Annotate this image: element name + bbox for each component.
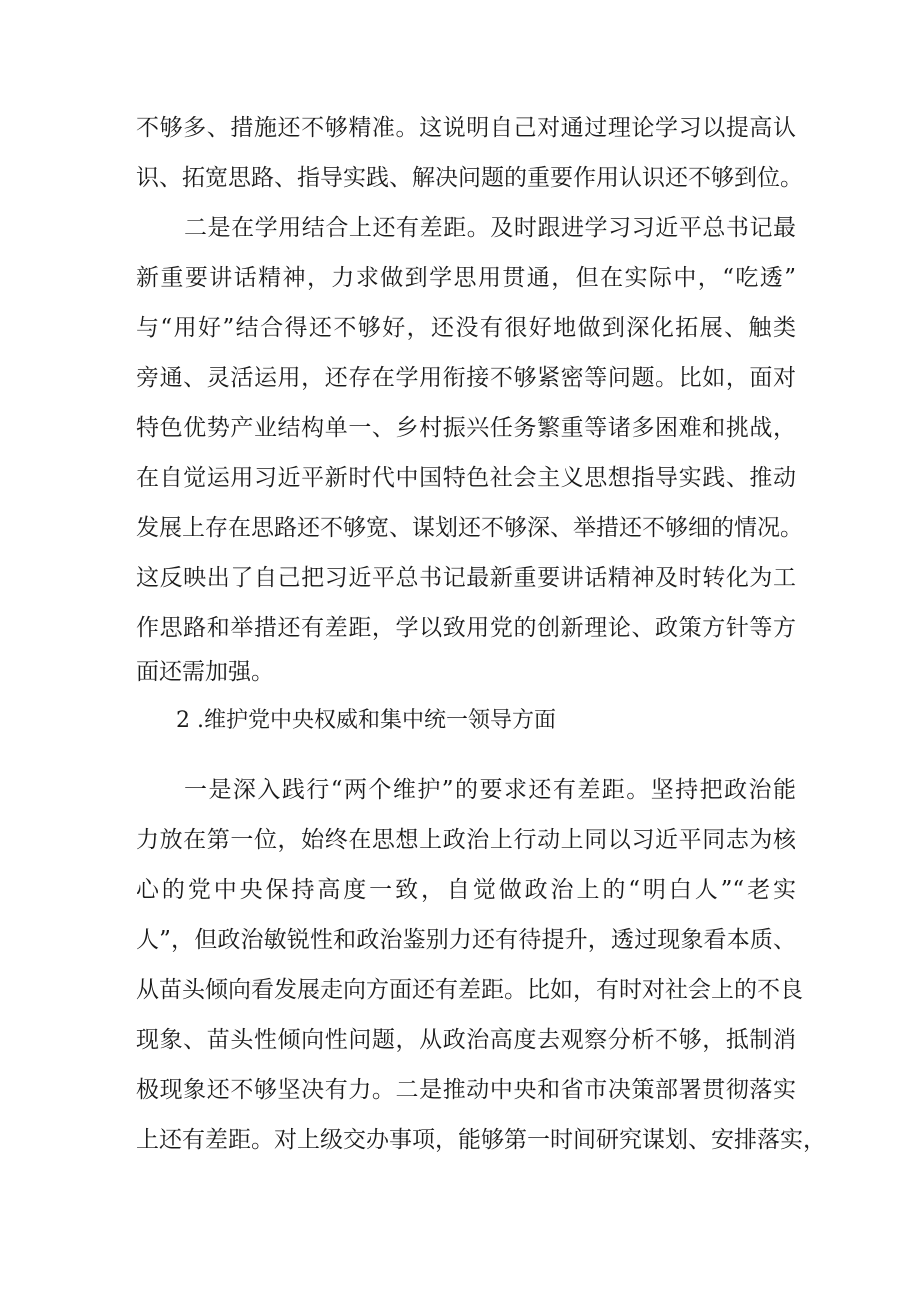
paragraph-line: 发展上存在思路还不够宽、谋划还不够深、举措还不够细的情况。 xyxy=(136,515,803,541)
paragraph-line: 心的党中央保持高度一致，自觉做政治上的“明白人”“老实 xyxy=(136,877,796,903)
paragraph-line: 不够多、措施还不够精准。这说明自己对通过理论学习以提高认 xyxy=(136,115,796,141)
paragraph-line: 与“用好”结合得还不够好，还没有很好地做到深化拓展、触类 xyxy=(136,315,796,341)
paragraph-line: 新重要讲话精神，力求做到学思用贯通，但在实际中，“吃透” xyxy=(136,265,796,291)
paragraph-line: 力放在第一位，始终在思想上政治上行动上同以习近平同志为核 xyxy=(136,827,796,853)
paragraph-line: 这反映出了自己把习近平总书记最新重要讲话精神及时转化为工 xyxy=(136,565,796,591)
paragraph-line: 作思路和举措还有差距，学以致用党的创新理论、政策方针等方 xyxy=(136,615,796,641)
paragraph-line: 旁通、灵活运用，还存在学用衔接不够紧密等问题。比如，面对 xyxy=(136,365,796,391)
section-heading: 2 .维护党中央权威和集中统一领导方面 xyxy=(176,708,556,733)
paragraph-line: 二是在学用结合上还有差距。及时跟进学习习近平总书记最 xyxy=(184,215,796,241)
paragraph-line: 人”，但政治敏锐性和政治鉴别力还有待提升，透过现象看本质、 xyxy=(136,927,796,953)
paragraph-line: 识、拓宽思路、指导实践、解决问题的重要作用认识还不够到位。 xyxy=(136,165,803,191)
paragraph-line: 上还有差距。对上级交办事项，能够第一时间研究谋划、安排落实， xyxy=(136,1127,826,1153)
paragraph-line: 现象、苗头性倾向性问题，从政治高度去观察分析不够，抵制消 xyxy=(136,1027,796,1053)
paragraph-line: 一是深入践行“两个维护”的要求还有差距。坚持把政治能 xyxy=(184,777,796,803)
paragraph-line: 面还需加强。 xyxy=(136,659,274,685)
paragraph-line: 在自觉运用习近平新时代中国特色社会主义思想指导实践、推动 xyxy=(136,465,796,491)
paragraph-line: 极现象还不够坚决有力。二是推动中央和省市决策部署贯彻落实 xyxy=(136,1077,796,1103)
paragraph-line: 从苗头倾向看发展走向方面还有差距。比如，有时对社会上的不良 xyxy=(136,977,803,1003)
paragraph-line: 特色优势产业结构单一、乡村振兴任务繁重等诸多困难和挑战， xyxy=(136,415,796,441)
